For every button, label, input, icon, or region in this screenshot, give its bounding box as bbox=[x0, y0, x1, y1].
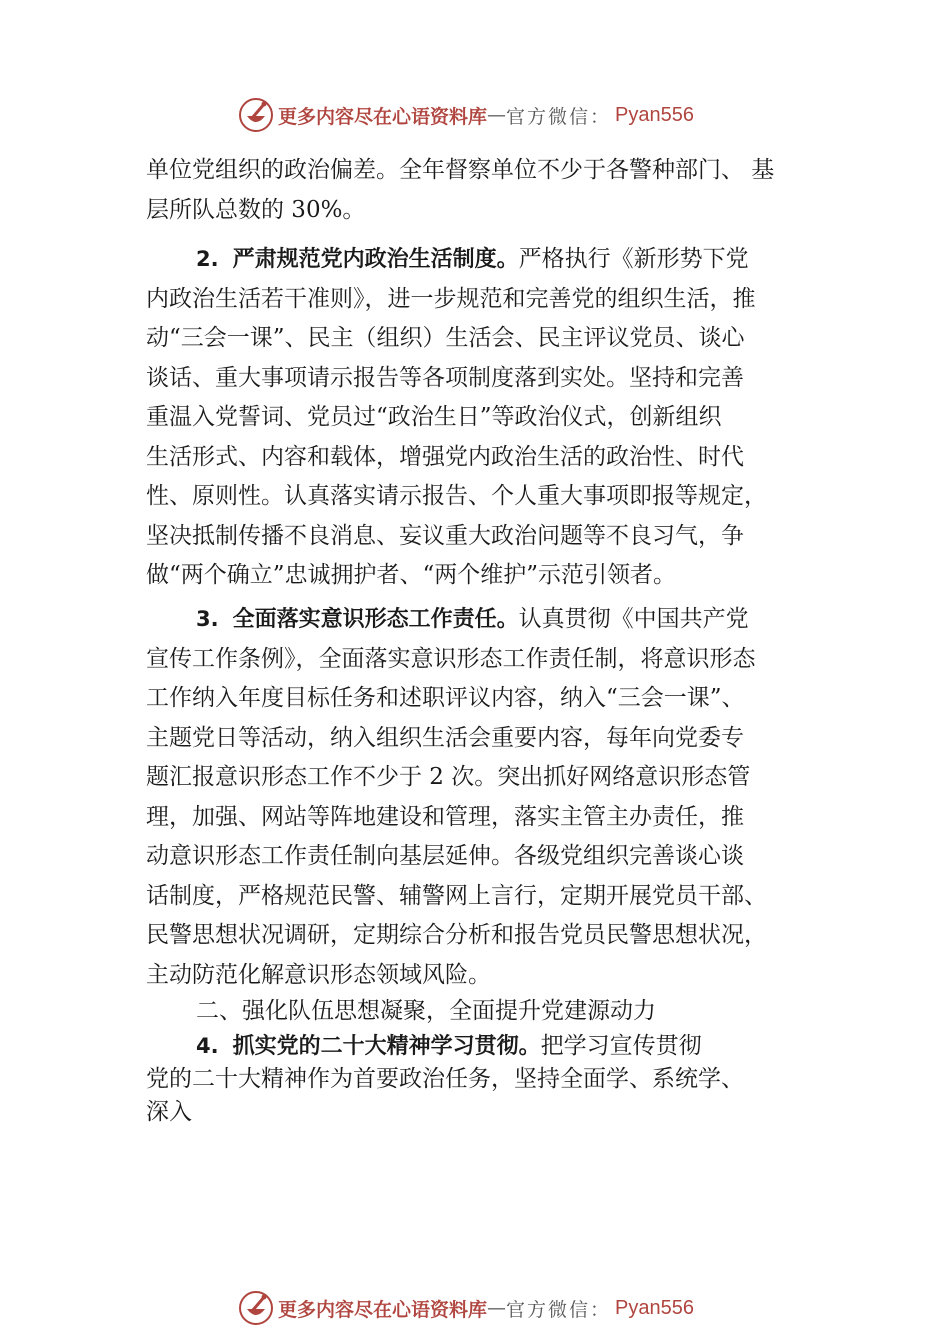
text-line: 动意识形态工作责任制向基层延伸。各级党组织完善谈心谈 bbox=[146, 843, 744, 869]
item-heading: 全面落实意识形态工作责任。 bbox=[232, 607, 519, 632]
text-line: 话制度，严格规范民警、辅警网上言行，定期开展党员干部、 bbox=[146, 882, 767, 909]
text-line: 生活形式、内容和载体，增强党内政治生活的政治性、时代 bbox=[146, 443, 744, 470]
watermark-wechat-label: 官方微信： bbox=[506, 1298, 612, 1321]
text-line: 认真贯彻《中国共产党 bbox=[518, 606, 749, 632]
text-line: 宣传工作条例》，全面落实意识形态工作责任制，将意识形态 bbox=[146, 645, 756, 672]
paragraph-heading-line bbox=[146, 1030, 836, 1063]
item-number: 2. bbox=[196, 247, 219, 271]
paragraph-item-4 bbox=[146, 1030, 836, 1129]
paragraph-item-2 bbox=[146, 240, 836, 596]
item-number: 3. bbox=[196, 607, 219, 631]
paragraph-continuation bbox=[146, 151, 836, 230]
text-line: 重温入党誓词、党员过“政治生日”等政治仪式，创新组织 bbox=[146, 404, 722, 430]
text-line: 民警思想状况调研，定期综合分析和报告党员民警思想状况， bbox=[146, 922, 767, 948]
paragraph-item-3 bbox=[146, 600, 836, 995]
text-line: 深入 bbox=[146, 1099, 192, 1125]
mortar-pestle-logo-icon bbox=[238, 1290, 274, 1326]
watermark-wechat-id: Pyan556 bbox=[615, 1296, 694, 1319]
text-line: 内政治生活若干准则》，进一步规范和完善党的组织生活，推 bbox=[146, 285, 756, 312]
text-line: 工作纳入年度目标任务和述职评议内容，纳入“三会一课”、 bbox=[146, 685, 745, 711]
text-line: 单位党组织的政治偏差。全年督察单位不少于各警种部门、 基 bbox=[146, 157, 775, 183]
item-number: 4. bbox=[196, 1034, 219, 1058]
text-line: 严格执行《新形势下党 bbox=[518, 246, 749, 272]
text-line: 动“三会一课”、民主（组织）生活会、民主评议党员、谈心 bbox=[146, 325, 745, 351]
text-line: 性、原则性。认真落实请示报告、个人重大事项即报等规定， bbox=[146, 483, 767, 509]
paragraph-heading-line bbox=[146, 240, 836, 280]
item-heading: 严肃规范党内政治生活制度。 bbox=[232, 247, 519, 272]
text-line: 党的二十大精神作为首要政治任务，坚持全面学、系统学、 bbox=[146, 1066, 744, 1092]
watermark-separator: — bbox=[487, 104, 507, 126]
section-heading-2 bbox=[146, 994, 836, 1028]
text-line: 谈话、重大事项请示报告等各项制度落到实处。坚持和完善 bbox=[146, 364, 744, 391]
watermark-brand: 更多内容尽在心语资料库 bbox=[278, 1298, 488, 1321]
text-line: 坚决抵制传播不良消息、妄议重大政治问题等不良习气，争 bbox=[146, 522, 744, 549]
paragraph-heading-line bbox=[146, 600, 836, 640]
watermark-wechat-id: Pyan556 bbox=[615, 103, 694, 126]
watermark-wechat-label: 官方微信： bbox=[506, 105, 612, 128]
mortar-pestle-logo-icon bbox=[238, 97, 274, 133]
text-line: 理，加强、网站等阵地建设和管理，落实主管主办责任，推 bbox=[146, 803, 744, 830]
text-line: 主动防范化解意识形态领域风险。 bbox=[146, 961, 491, 988]
header-watermark bbox=[238, 95, 694, 135]
footer-watermark bbox=[238, 1288, 694, 1328]
text-line: 层所队总数的 30%。 bbox=[146, 196, 366, 223]
text-line: 做“两个确立”忠诚拥护者、“两个维护”示范引领者。 bbox=[146, 562, 677, 588]
text-line: 主题党日等活动，纳入组织生活会重要内容，每年向党委专 bbox=[146, 724, 744, 751]
text-line: 把学习宣传贯彻 bbox=[540, 1033, 702, 1059]
text-line: 题汇报意识形态工作不少于 2 次。突出抓好网络意识形态管 bbox=[146, 764, 751, 790]
watermark-separator: — bbox=[487, 1297, 507, 1319]
watermark-brand: 更多内容尽在心语资料库 bbox=[278, 105, 488, 128]
section-heading: 二、强化队伍思想凝聚，全面提升党建源动力 bbox=[196, 998, 656, 1024]
item-heading: 抓实党的二十大精神学习贯彻。 bbox=[232, 1034, 541, 1059]
